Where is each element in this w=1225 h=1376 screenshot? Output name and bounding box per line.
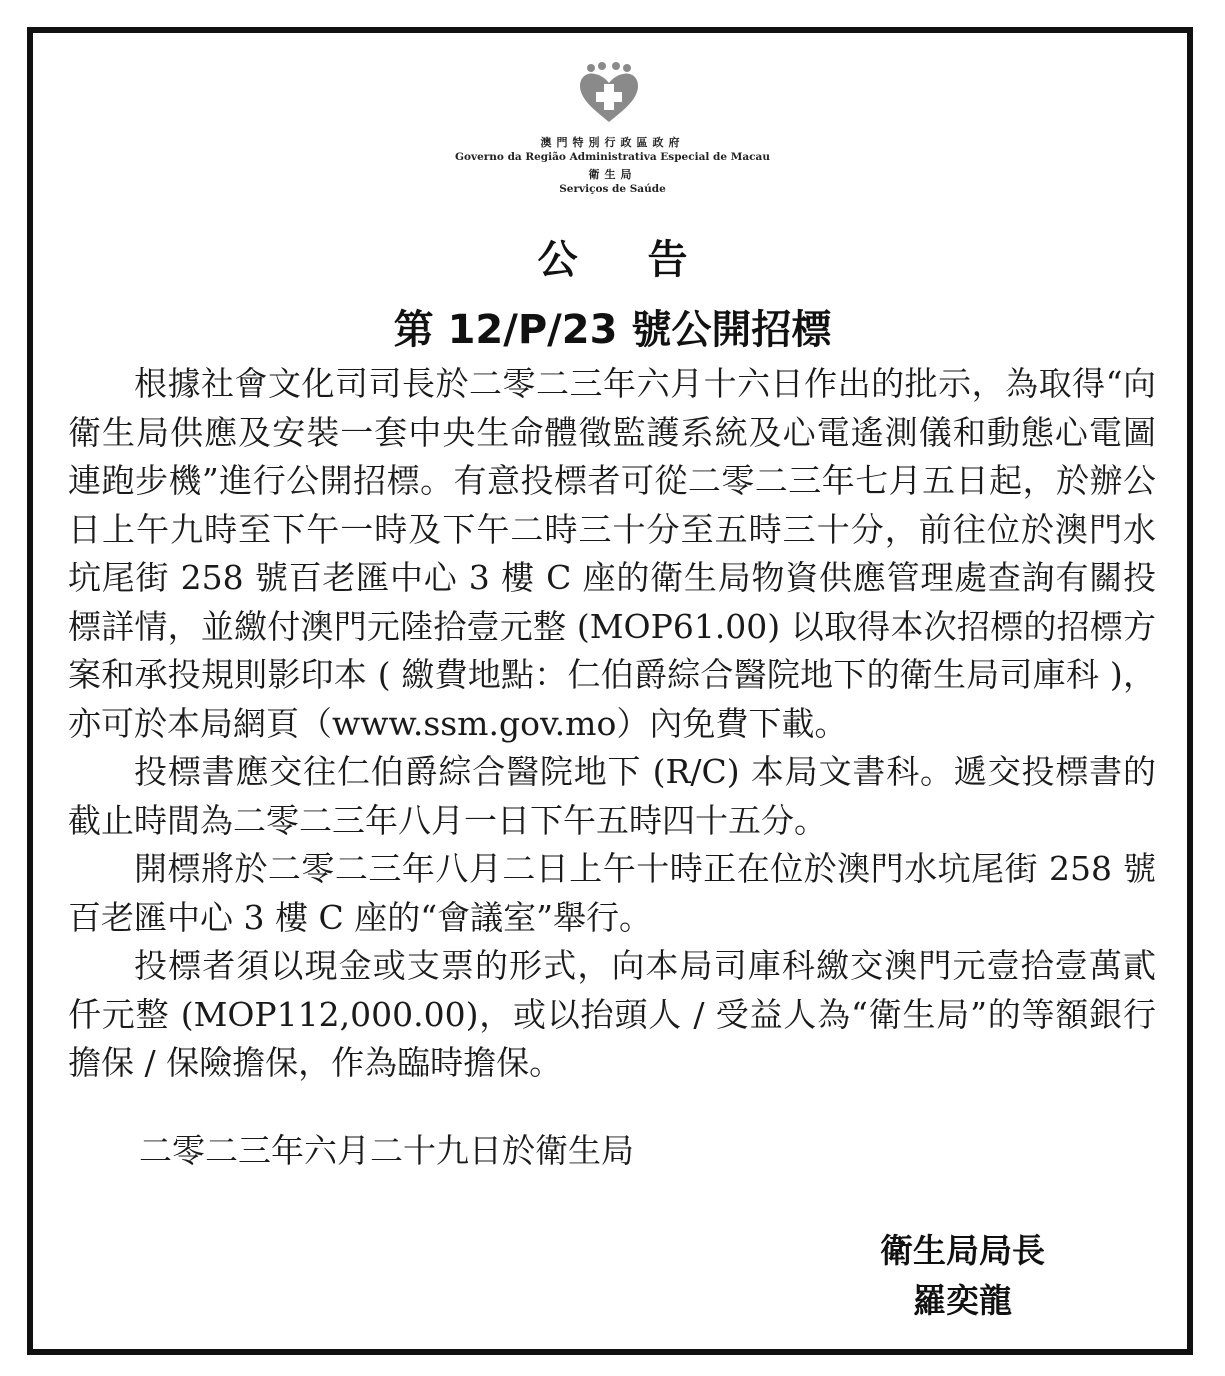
- notice-body: [68, 360, 1156, 1088]
- date-line: 二零二三年六月二十九日於衛生局: [139, 1131, 634, 1170]
- tender-number: 第 12/P/23 號公開招標: [393, 307, 832, 353]
- paragraph-opening: 開標將於二零二三年八月二日上午十時正在位於澳門水坑尾街 258 號百老匯中心 3 樓 C 座的“會議室”舉行。: [68, 849, 1156, 937]
- notice-title: 公 告: [537, 237, 716, 283]
- paragraph-submission: 投標書應交往仁伯爵綜合醫院地下 (R/C) 本局文書科。遞交投標書的截止時間為二零二三年八月一日下午五時四十五分。: [68, 752, 1156, 840]
- paragraph-guarantee: 投標者須以現金或支票的形式，向本局司庫科繳交澳門元壹拾壹萬貳仟元整 (MOP112,000.00)，或以抬頭人 / 受益人為“衛生局”的等額銀行擔保 / 保險擔保，作為臨時擔保。: [68, 946, 1156, 1082]
- dept-name-zh: 衛生局: [588, 168, 637, 181]
- paragraph-tender-info: 根據社會文化司司長於二零二三年六月十六日作出的批示，為取得“向衛生局供應及安裝一套中央生命體徵監護系統及心電遙測儀和動態心電圖連跑步機”進行公開招標。有意投標者可從二零二三年七月五日起，於辦公日上午九時至下午一時及下午二時三十分至五時三十分，前往位於澳門水坑尾街 258 號百老匯中心 3 樓 C 座的衛生局物資供應管理處查詢有關投標詳情，並繳付澳門元陸拾壹元整 (MOP61.00) 以取得本次招標的招標方案和承投規則影印本 ( 繳費地點：仁伯爵綜合醫院地下的衛生局司庫科 )，亦可於本局網頁（www.ssm.gov.mo）內免費下載。: [68, 364, 1156, 743]
- org-name-pt: Governo da Região Administrativa Especial de Macau: [455, 151, 770, 163]
- signatory-name: 羅奕龍: [913, 1281, 1012, 1320]
- signatory-position: 衛生局局長: [880, 1231, 1045, 1270]
- heart-cross-icon: [577, 62, 641, 124]
- org-name-zh: 澳門特別行政區政府: [540, 136, 685, 149]
- dept-name-pt: Serviços de Saúde: [559, 183, 666, 195]
